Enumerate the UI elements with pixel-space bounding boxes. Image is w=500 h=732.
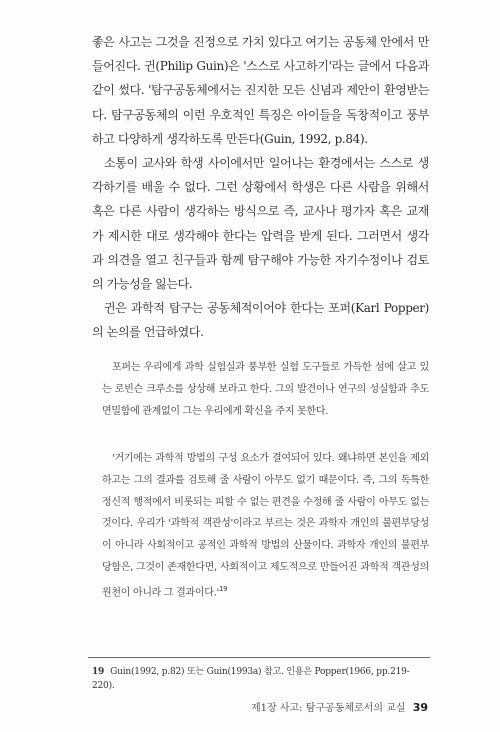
footnote-reference[interactable]: 19 (218, 584, 228, 593)
quote-paragraph-2-text: '거기에는 과학적 방법의 구성 요소가 결여되어 있다. 왜냐하면 본인을 제외하고는 그의 결과를 검토해 줄 사람이 아무도 없기 때문이다. 즉, 그의 독특한 정신적 행적에서 비롯되는 피할 수 없는 편견을 수정해 줄 사람이 아무도 없는 것이다. 우리가 '과학적 객관성'이라고 부르는 것은 과학자 개인의 불편부당성이 아니라 사회적이고 공적인 과학적 방법의 산물이다. 과학자 개인의 불편부당함은, 그것이 존재한다면, 사회적이고 제도적으로 만들어진 과학적 객관성의 원천이 아니라 그 결과이다.' (102, 453, 429, 599)
body-paragraph-3: 귄은 과학적 탐구는 공동체적이어야 한다는 포퍼(Karl Popper)의 논의를 언급하였다. (92, 301, 429, 340)
footnote-text: Guin(1992, p.82) 또는 Guin(1993a) 참고. 인용은 Popper(1966, pp.219-220). (92, 667, 410, 691)
quote-paragraph-1: 포퍼는 우리에게 과학 실험실과 풍부한 실험 도구들로 가득한 섬에 살고 있는 로빈슨 크루소를 상상해 보라고 한다. 그의 발견이나 연구의 성실함과 추도면밀함에 관계없이 그는 우리에게 확신을 주지 못한다. (102, 362, 429, 417)
main-text (92, 30, 429, 345)
block-quote-2 (102, 448, 429, 604)
running-footer (251, 699, 428, 714)
quote-paragraph-2 (102, 448, 429, 604)
footnote (92, 665, 432, 693)
body-paragraph-1: 좋은 사고는 그것을 진정으로 가치 있다고 여기는 공동체 안에서 만들어진다. 귄(Philip Guin)은 '스스로 사고하기'라는 글에서 다음과 같이 썼다. '탐구공동체에서는 진지한 모든 신념과 제안이 환영받는다. 탐구공동체의 이런 우호적인 특징은 아이들을 독창적이고 풍부하고 다양하게 생각하도록 만든다(Guin, 1992, p.84). (92, 35, 429, 146)
footnote-number: 19 (92, 667, 105, 677)
footnote-divider (88, 657, 430, 658)
page-number: 39 (412, 701, 428, 714)
body-paragraph-2: 소통이 교사와 학생 사이에서만 일어나는 환경에서는 스스로 생각하기를 배울 수 없다. 그런 상황에서 학생은 다른 사람을 위해서 혹은 다른 사람이 생각하는 방식으로 즉, 교사나 평가자 혹은 교재가 제시한 대로 생각해야 한다는 압력을 받게 된다. 그러면서 생각과 의견을 열고 친구들과 함께 탐구해야 가능한 자기수정이나 검토의 가능성을 잃는다. (92, 156, 429, 292)
chapter-title: 제1장 사고: 탐구공동체로서의 교실 (250, 703, 406, 714)
block-quote-1 (102, 357, 429, 422)
